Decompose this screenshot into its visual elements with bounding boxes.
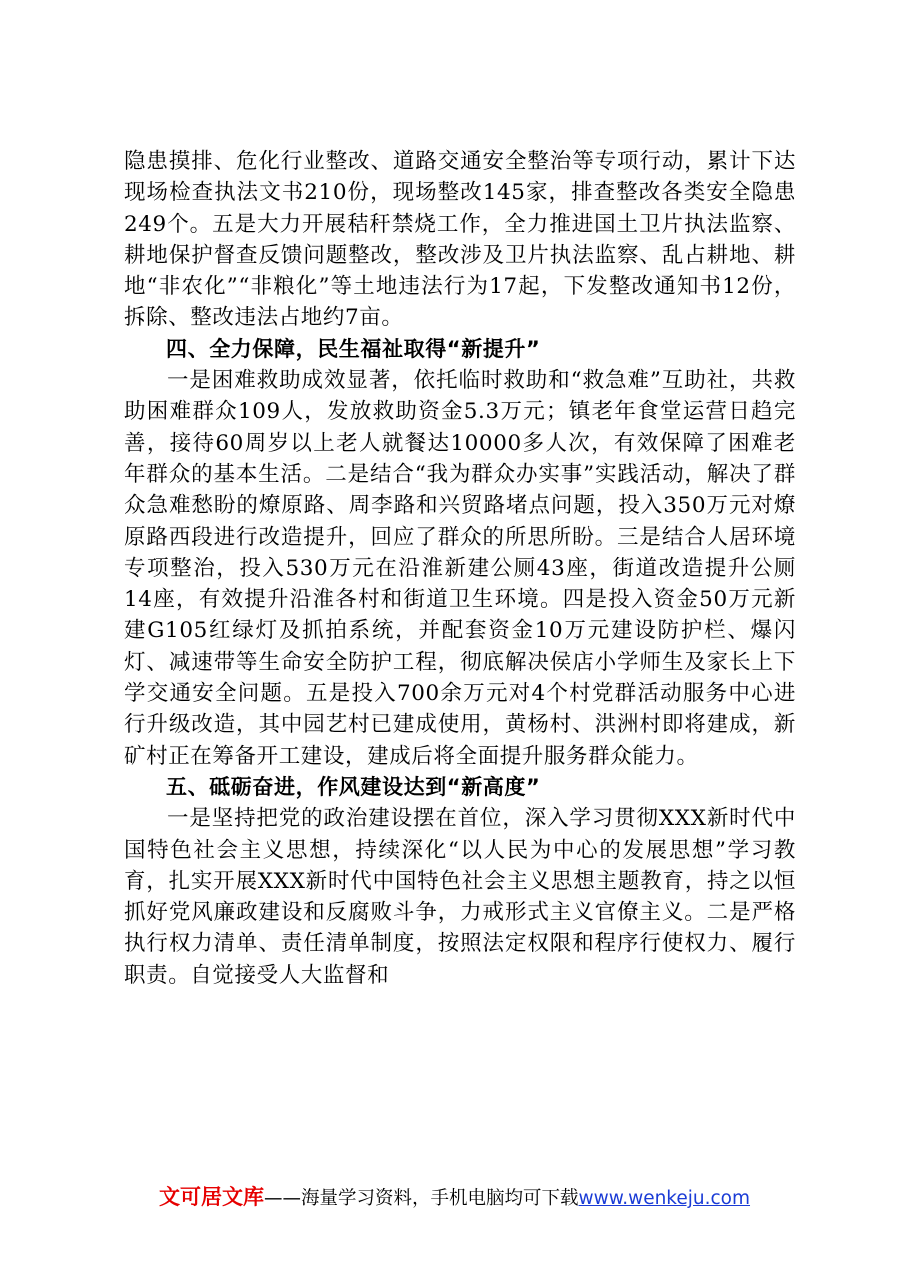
document-body [124,146,796,991]
paragraph-section-5: 一是坚持把党的政治建设摆在首位，深入学习贯彻XXX新时代中国特色社会主义思想，持续深化“以人民为中心的发展思想”学习教育，扎实开展XXX新时代中国特色社会主义思想主题教育，持之以恒抓好党风廉政建设和反腐败斗争，力戒形式主义官僚主义。二是严格执行权力清单、责任清单制度，按照法定权限和程序行使权力、履行职责。自觉接受人大监督和 [124,806,796,988]
paragraph-section-4: 一是困难救助成效显著，依托临时救助和“救急难”互助社，共救助困难群众109人，发放救助资金5.3万元；镇老年食堂运营日趋完善，接待60周岁以上老人就餐达10000多人次，有效保障了困难老年群众的基本生活。二是结合“我为群众办实事”实践活动，解决了群众急难愁盼的燎原路、周李路和兴贸路堵点问题，投入350万元对燎原路西段进行改造提升，回应了群众的所思所盼。三是结合人居环境专项整治，投入530万元在沿淮新建公厕43座，街道改造提升公厕14座，有效提升沿淮各村和街道卫生环境。四是投入资金50万元新建G105红绿灯及抓拍系统，并配套资金10万元建设防护栏、爆闪灯、减速带等生命安全防护工程，彻底解决侯店小学师生及家长上下学交通安全问题。五是投入700余万元对4个村党群活动服务中心进行升级改造，其中园艺村已建成使用，黄杨村、洪洲村即将建成，新矿村正在筹备开工建设，建成后将全面提升服务群众能力。 [124,368,796,769]
paragraph-continued: 隐患摸排、危化行业整改、道路交通安全整治等专项行动，累计下达现场检查执法文书210份，现场整改145家，排查整改各类安全隐患249个。五是大力开展秸秆禁烧工作，全力推进国土卫片执法监察、耕地保护督查反馈问题整改，整改涉及卫片执法监察、乱占耕地、耕地“非农化”“非粮化”等土地违法行为17起，下发整改通知书12份，拆除、整改违法占地约7亩。 [124,149,796,331]
footer-tagline: ——海量学习资料，手机电脑均可下载 [263,1188,579,1209]
footer-banner [0,1183,909,1213]
section-heading-4: 四、全力保障，民生福祉取得“新提升” [166,336,541,361]
footer-link[interactable]: www.wenkeju.com [578,1188,751,1209]
section-heading-5: 五、砥砺奋进，作风建设达到“新高度” [166,774,541,799]
footer-brand: 文可居文库 [158,1185,264,1209]
